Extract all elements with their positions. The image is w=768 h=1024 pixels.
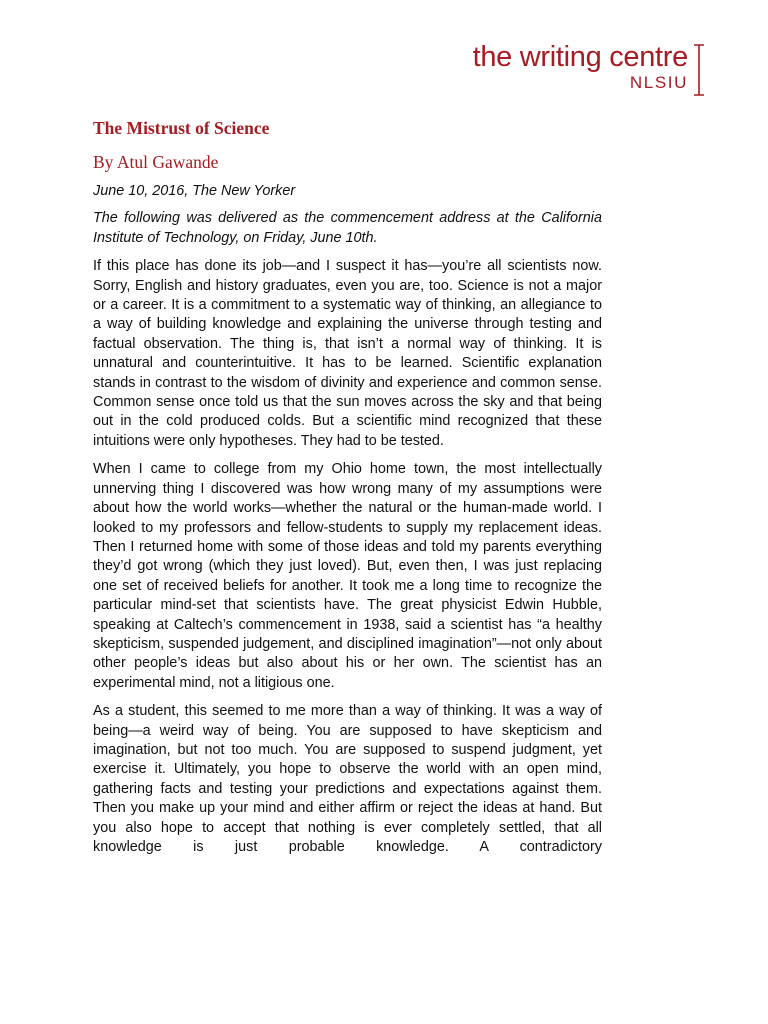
- article-intro: The following was delivered as the commencement address at the California Institute of Technology, on Friday, June 10th.: [93, 210, 602, 246]
- article-dateline: June 10, 2016, The New Yorker: [93, 183, 296, 199]
- bracket-icon: [692, 44, 706, 96]
- logo-subtitle: NLSIU: [629, 73, 688, 92]
- writing-centre-logo: [446, 40, 706, 100]
- article-body: [93, 116, 602, 857]
- paragraph: If this place has done its job—and I suspect it has—you’re all scientists now. Sorry, English and history graduates, even you are, too. Science is not a major or a career. It is a commitment to a systematic way of thinking, an allegiance to a way of building knowledge and explaining the universe through testing and factual observation. The thing is, that isn’t a normal way of thinking. It is unnatural and counterintuitive. It has to be learned. Scientific explanation stands in contrast to the wisdom of divinity and experience and common sense. Common sense once told us that the sun moves across the sky and that being out in the cold produced colds. But a scientific mind recognized that these intuitions were only hypotheses. They had to be tested.: [93, 258, 602, 449]
- paragraph: As a student, this seemed to me more than a way of thinking. It was a way of being—a weird way of being. You are supposed to have skepticism and imagination, but not too much. You are supposed to suspend judgment, yet exercise it. Ultimately, you hope to observe the world with an open mind, gathering facts and testing your predictions and expectations against them. Then you make up your mind and either affirm or reject the ideas at hand. But you also hope to accept that nothing is ever completely settled, that all knowledge is just probable knowledge. A contradictory: [93, 703, 602, 855]
- article-title: The Mistrust of Science: [93, 118, 270, 138]
- paragraph: When I came to college from my Ohio home town, the most intellectually unnerving thing I discovered was how wrong many of my assumptions were about how the world works—whether the natural or the human-made world. I looked to my professors and fellow-students to supply my replacement ideas. Then I returned home with some of those ideas and told my parents everything they’d got wrong (which they just loved). But, even then, I was just replacing one set of received beliefs for another. It took me a long time to recognize the particular mind-set that scientists have. The great physicist Edwin Hubble, speaking at Caltech’s commencement in 1938, said a scientist has “a healthy skepticism, suspended judgement, and disciplined imagination”—not only about other people’s ideas but also about his or her own. The scientist has an experimental mind, not a litigious one.: [93, 461, 602, 691]
- article-byline: By Atul Gawande: [93, 152, 219, 172]
- logo-title: the writing centre: [472, 41, 688, 73]
